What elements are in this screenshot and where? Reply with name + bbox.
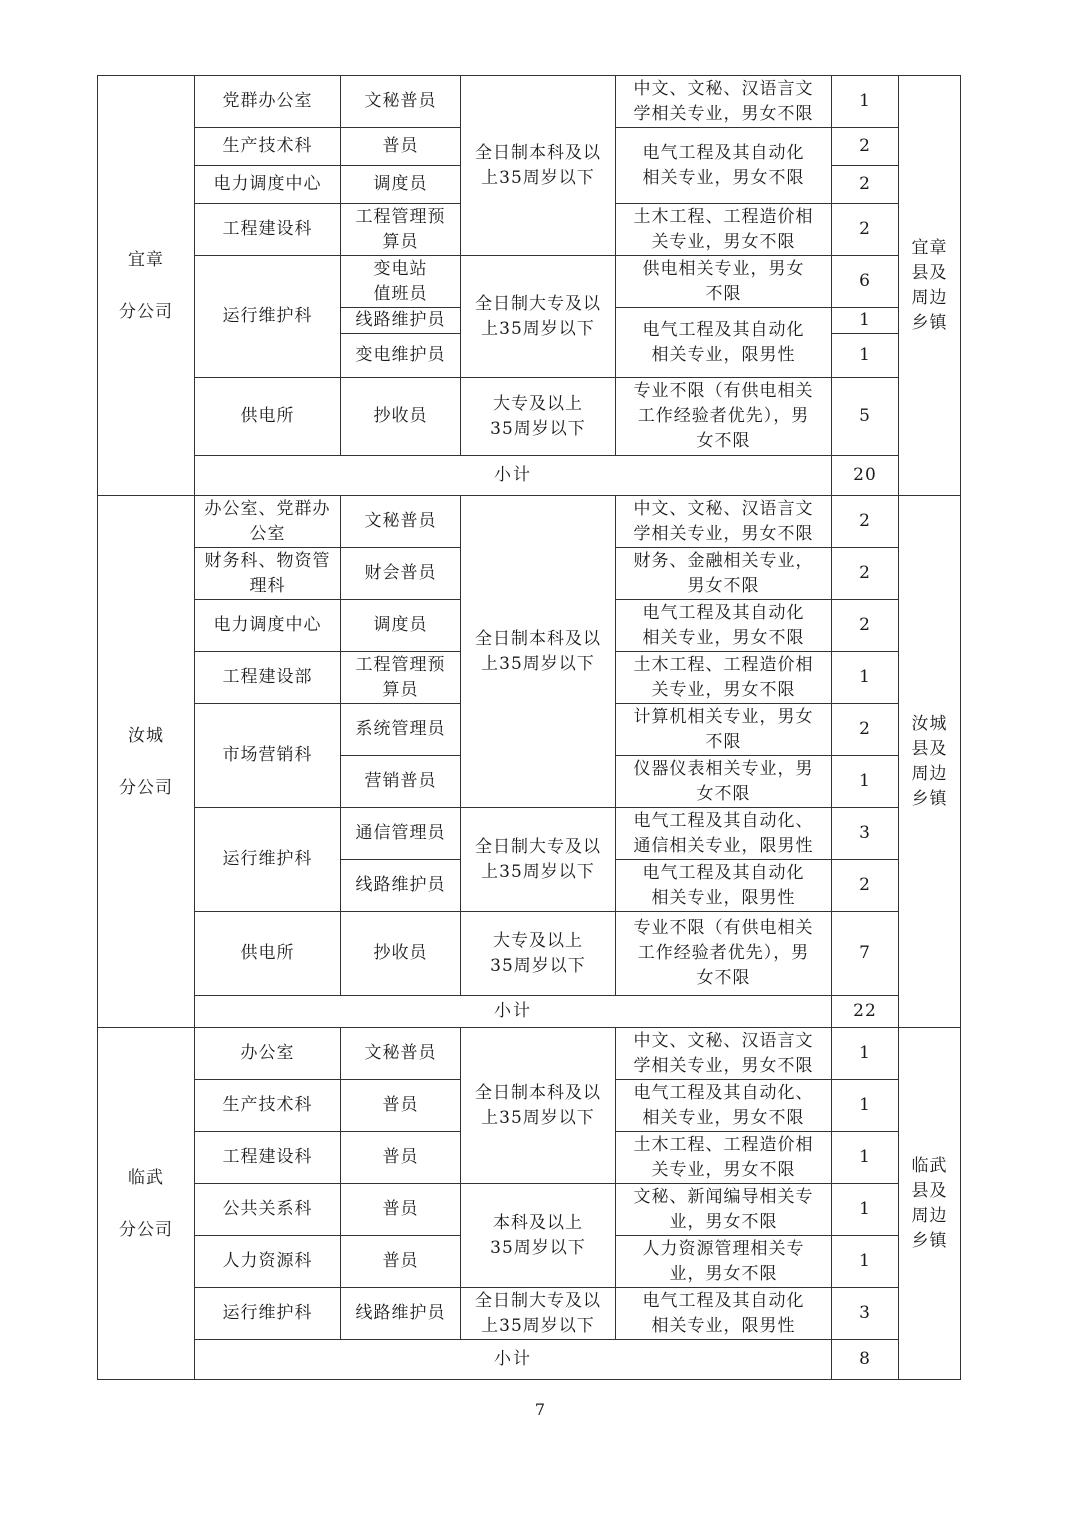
table-row (98, 808, 961, 860)
table-cell: 普员 (341, 128, 461, 166)
table-cell: 供电所 (195, 378, 341, 456)
table-cell: 生产技术科 (195, 1080, 341, 1132)
table-cell: 2 (832, 548, 899, 600)
table-cell: 党群办公室 (195, 76, 341, 128)
table-cell: 抄收员 (341, 912, 461, 996)
subtotal-value: 8 (832, 1340, 899, 1380)
table-cell: 专业不限（有供电相关 工作经验者优先），男 女不限 (616, 378, 832, 456)
table-cell: 系统管理员 (341, 704, 461, 756)
unit-name-cell: 临武 分公司 (98, 1028, 195, 1380)
table-cell: 6 (832, 256, 899, 308)
table-cell: 线路维护员 (341, 308, 461, 334)
table-cell: 1 (832, 308, 899, 334)
location-cell: 宜章 县及 周边 乡镇 (899, 76, 961, 496)
table-cell: 普员 (341, 1236, 461, 1288)
table-cell: 1 (832, 756, 899, 808)
table-cell: 电力调度中心 (195, 600, 341, 652)
table-row (98, 1028, 961, 1080)
table-cell: 普员 (341, 1184, 461, 1236)
subtotal-row (98, 996, 961, 1028)
table-cell: 电力调度中心 (195, 166, 341, 204)
table-cell: 2 (832, 860, 899, 912)
table-row (98, 912, 961, 996)
table-cell: 土木工程、工程造价相 关专业，男女不限 (616, 204, 832, 256)
table-cell: 全日制大专及以 上35周岁以下 (461, 256, 616, 378)
recruitment-table (97, 75, 961, 1380)
table-cell: 全日制本科及以 上35周岁以下 (461, 496, 616, 808)
table-cell: 1 (832, 652, 899, 704)
table-cell: 1 (832, 76, 899, 128)
table-cell: 通信管理员 (341, 808, 461, 860)
table-cell: 1 (832, 334, 899, 378)
table-cell: 3 (832, 1288, 899, 1340)
table-cell: 工程建设部 (195, 652, 341, 704)
table-cell: 仪器仪表相关专业，男 女不限 (616, 756, 832, 808)
location-cell: 临武 县及 周边 乡镇 (899, 1028, 961, 1380)
table-cell: 调度员 (341, 600, 461, 652)
table-cell: 2 (832, 204, 899, 256)
table-cell: 全日制大专及以 上35周岁以下 (461, 1288, 616, 1340)
table-cell: 专业不限（有供电相关 工作经验者优先），男 女不限 (616, 912, 832, 996)
table-cell: 普员 (341, 1132, 461, 1184)
table-cell: 全日制大专及以 上35周岁以下 (461, 808, 616, 912)
table-cell: 线路维护员 (341, 1288, 461, 1340)
subtotal-label: 小计 (195, 456, 832, 496)
table-cell: 5 (832, 378, 899, 456)
table-cell: 文秘、新闻编导相关专 业，男女不限 (616, 1184, 832, 1236)
table-cell: 供电所 (195, 912, 341, 996)
table-cell: 财务科、物资管 理科 (195, 548, 341, 600)
table-cell: 电气工程及其自动化、 相关专业，男女不限 (616, 1080, 832, 1132)
table-cell: 变电维护员 (341, 334, 461, 378)
table-cell: 大专及以上 35周岁以下 (461, 912, 616, 996)
table-row (98, 76, 961, 128)
table-cell: 工程管理预 算员 (341, 652, 461, 704)
subtotal-row (98, 456, 961, 496)
table-cell: 电气工程及其自动化、 通信相关专业，限男性 (616, 808, 832, 860)
table-row (98, 1184, 961, 1236)
table-cell: 运行维护科 (195, 1288, 341, 1340)
table-cell: 调度员 (341, 166, 461, 204)
table-cell: 抄收员 (341, 378, 461, 456)
table-cell: 电气工程及其自动化 相关专业，限男性 (616, 1288, 832, 1340)
table-cell: 2 (832, 128, 899, 166)
table-cell: 本科及以上 35周岁以下 (461, 1184, 616, 1288)
table-row (98, 256, 961, 308)
table-cell: 中文、文秘、汉语言文 学相关专业，男女不限 (616, 1028, 832, 1080)
table-cell: 普员 (341, 1080, 461, 1132)
subtotal-value: 20 (832, 456, 899, 496)
subtotal-label: 小计 (195, 1340, 832, 1380)
table-cell: 人力资源管理相关专 业，男女不限 (616, 1236, 832, 1288)
table-cell: 文秘普员 (341, 76, 461, 128)
table-cell: 运行维护科 (195, 808, 341, 912)
table-cell: 大专及以上 35周岁以下 (461, 378, 616, 456)
table-cell: 7 (832, 912, 899, 996)
table-cell: 1 (832, 1184, 899, 1236)
table-cell: 工程管理预 算员 (341, 204, 461, 256)
subtotal-label: 小计 (195, 996, 832, 1028)
table-cell: 2 (832, 166, 899, 204)
table-row (98, 1288, 961, 1340)
table-cell: 电气工程及其自动化 相关专业，限男性 (616, 860, 832, 912)
table-cell: 供电相关专业，男女 不限 (616, 256, 832, 308)
page-number: 7 (534, 1400, 546, 1419)
table-cell: 1 (832, 1080, 899, 1132)
table-cell: 营销普员 (341, 756, 461, 808)
table-cell: 办公室 (195, 1028, 341, 1080)
table-row (98, 496, 961, 548)
table-row (98, 378, 961, 456)
table-cell: 土木工程、工程造价相 关专业，男女不限 (616, 1132, 832, 1184)
table-cell: 中文、文秘、汉语言文 学相关专业，男女不限 (616, 496, 832, 548)
table-cell: 财会普员 (341, 548, 461, 600)
subtotal-value: 22 (832, 996, 899, 1028)
table-cell: 生产技术科 (195, 128, 341, 166)
table-cell: 2 (832, 704, 899, 756)
table-cell: 文秘普员 (341, 1028, 461, 1080)
table-cell: 土木工程、工程造价相 关专业，男女不限 (616, 652, 832, 704)
table-cell: 市场营销科 (195, 704, 341, 808)
unit-name-cell: 宜章 分公司 (98, 76, 195, 496)
table-cell: 2 (832, 496, 899, 548)
table-cell: 3 (832, 808, 899, 860)
table-cell: 1 (832, 1028, 899, 1080)
table-cell: 变电站 值班员 (341, 256, 461, 308)
table-cell: 工程建设科 (195, 1132, 341, 1184)
table-cell: 中文、文秘、汉语言文 学相关专业，男女不限 (616, 76, 832, 128)
subtotal-row (98, 1340, 961, 1380)
table-cell: 工程建设科 (195, 204, 341, 256)
table-cell: 办公室、党群办 公室 (195, 496, 341, 548)
table-body (98, 76, 961, 1380)
table-cell: 运行维护科 (195, 256, 341, 378)
table-cell: 文秘普员 (341, 496, 461, 548)
table-cell: 全日制本科及以 上35周岁以下 (461, 76, 616, 256)
table-cell: 公共关系科 (195, 1184, 341, 1236)
table-cell: 电气工程及其自动化 相关专业，男女不限 (616, 600, 832, 652)
table-cell: 计算机相关专业，男女 不限 (616, 704, 832, 756)
table-cell: 1 (832, 1132, 899, 1184)
table-cell: 线路维护员 (341, 860, 461, 912)
table-cell: 2 (832, 600, 899, 652)
table-cell: 财务、金融相关专业， 男女不限 (616, 548, 832, 600)
table-cell: 电气工程及其自动化 相关专业，限男性 (616, 308, 832, 378)
location-cell: 汝城 县及 周边 乡镇 (899, 496, 961, 1028)
table-cell: 电气工程及其自动化 相关专业，男女不限 (616, 128, 832, 204)
unit-name-cell: 汝城 分公司 (98, 496, 195, 1028)
table-cell: 人力资源科 (195, 1236, 341, 1288)
table-cell: 1 (832, 1236, 899, 1288)
table-cell: 全日制本科及以 上35周岁以下 (461, 1028, 616, 1184)
